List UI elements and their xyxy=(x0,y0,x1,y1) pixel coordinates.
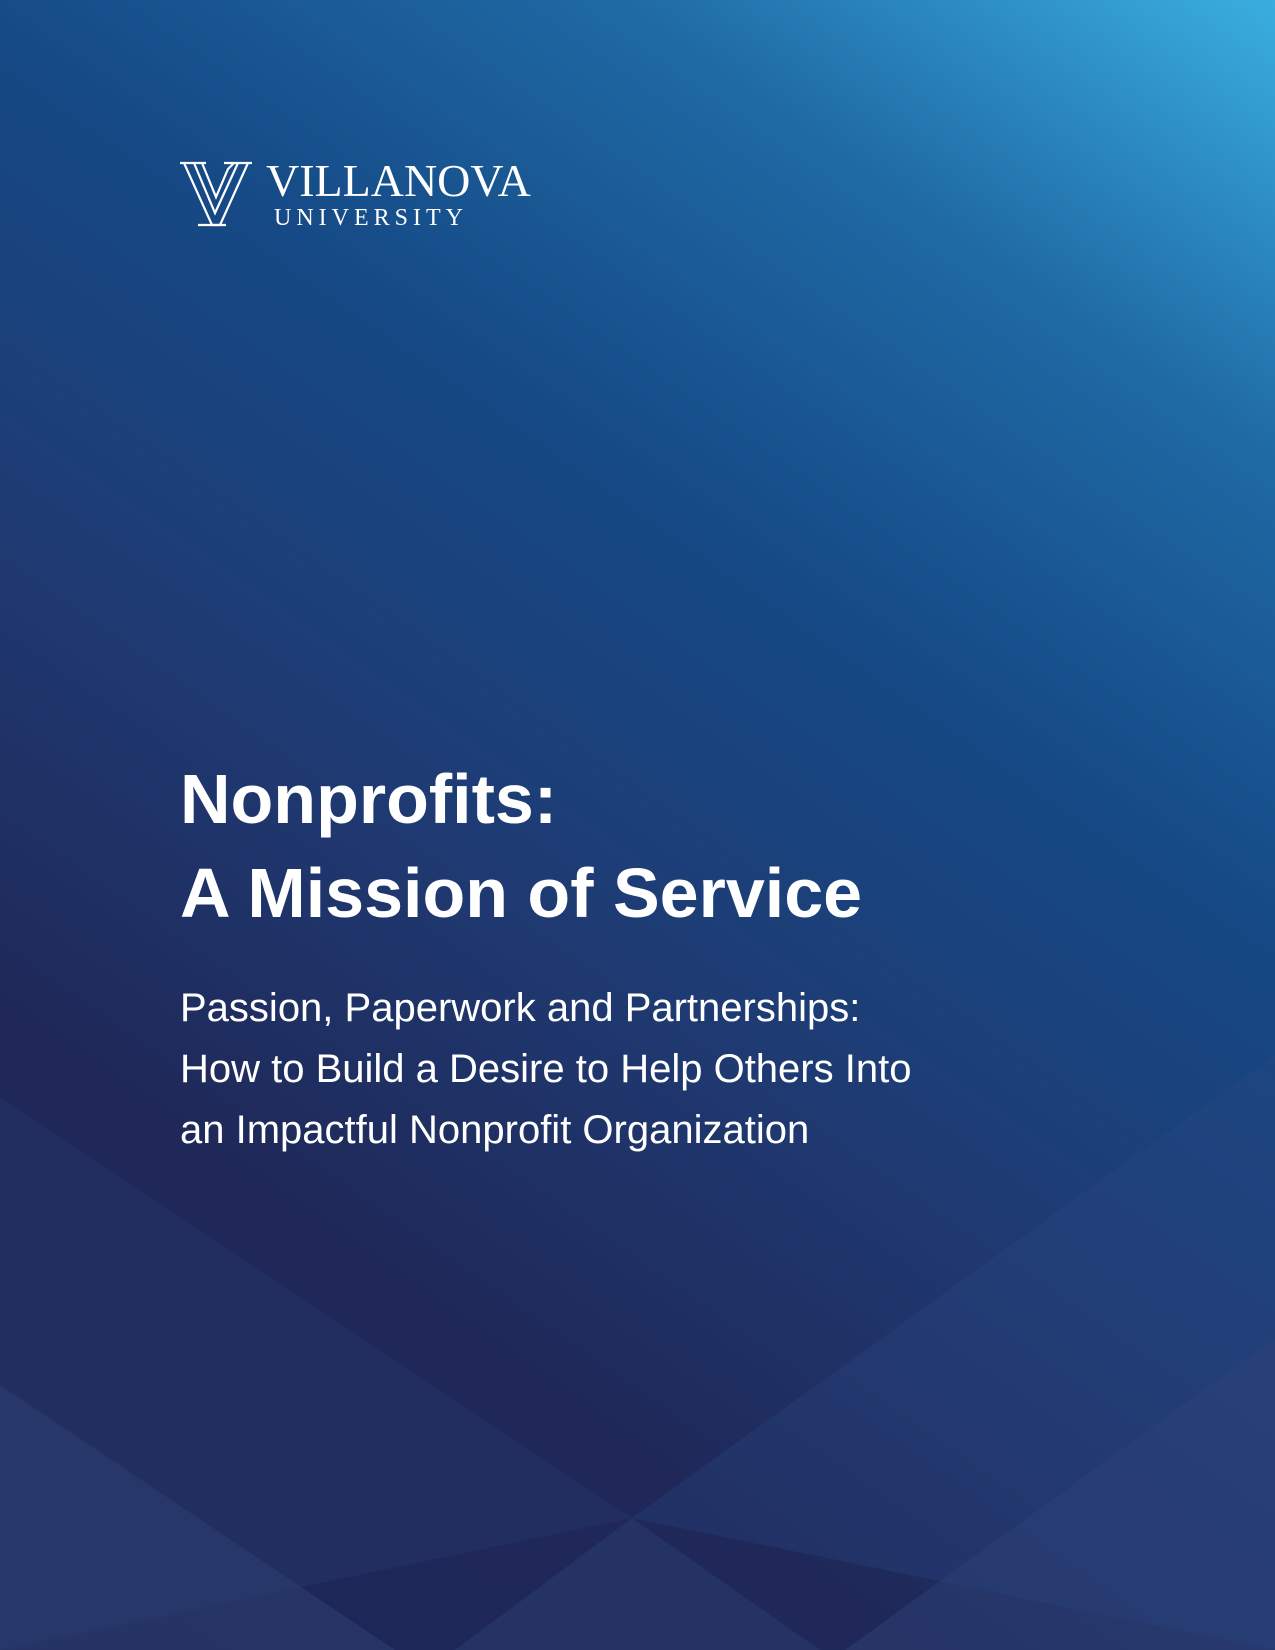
subtitle-line-2: How to Build a Desire to Help Others Into xyxy=(180,1047,912,1091)
villanova-logo xyxy=(178,155,531,231)
subtitle-line-3: an Impactful Nonprofit Organization xyxy=(180,1108,810,1152)
page-title-line-1: Nonprofits: xyxy=(180,760,558,838)
page-title-line-2: A Mission of Service xyxy=(180,854,863,932)
logo-subtitle: UNIVERSITY xyxy=(274,205,468,231)
subtitle xyxy=(180,978,1160,1161)
logo-wordmark: VILLANOVA xyxy=(266,155,531,206)
subtitle-line-1: Passion, Paperwork and Partnerships: xyxy=(180,986,861,1030)
villanova-v-icon xyxy=(178,159,254,229)
title-block xyxy=(180,752,1160,1161)
